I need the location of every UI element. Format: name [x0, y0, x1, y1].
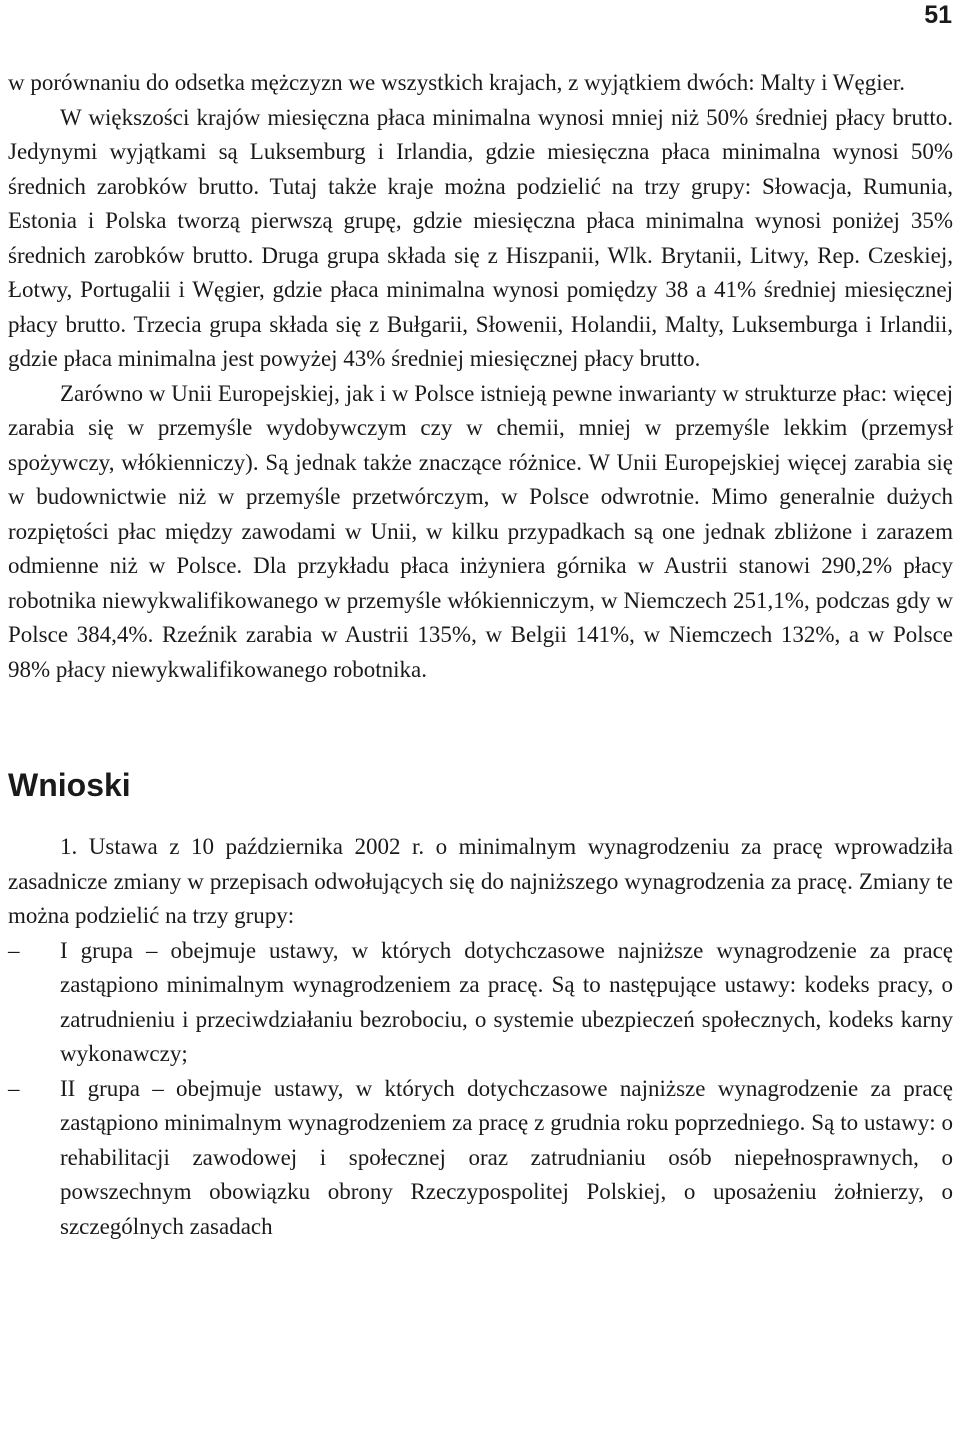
- paragraph-continuation: w porównaniu do odsetka mężczyzn we wszystkich krajach, z wyjątkiem dwóch: Malty i Węgier.: [8, 70, 905, 95]
- conclusions-intro: 1. Ustawa z 10 października 2002 r. o minimalnym wynagrodzeniu za pracę wprowadziła zasadnicze zmiany w przepisach odwołujących się do najniższego wynagrodzenia za pracę. Zmiany te można podzielić na trzy grupy:: [8, 834, 953, 928]
- list-item-text: II grupa – obejmuje ustawy, w których dotychczasowe najniższe wynagrodzenie za pracę zastąpiono minimalnym wynagrodzeniem za pracę z grudnia roku poprzedniego. Są to ustawy: o rehabilitacji zawodowej i społecznej oraz zatrudnianiu osób niepełnosprawnych, o powszechnym obowiązku obrony Rzeczypospolitej Polskiej, o uposażeniu żołnierzy, o szczególnych zasadach: [60, 1075, 953, 1239]
- list-item-text: I grupa – obejmuje ustawy, w których dotychczasowe najniższe wynagrodzenie za pracę zastąpiono minimalnym wynagrodzeniem za pracę. Są to następujące ustawy: kodeks pracy, o zatrudnieniu i przeciwdziałaniu bezrobociu, o systemie ubezpieczeń społecznych, kodeks karny wykonawczy;: [60, 937, 953, 1066]
- paragraph-wage-structure: Zarówno w Unii Europejskiej, jak i w Polsce istnieją pewne inwarianty w strukturze płac: więcej zarabia się w przemyśle wydobywczym czy w chemii, mniej w przemyśle lekkim (przemysł spożywczy, włókienniczy). Są jednak także znaczące różnice. W Unii Europejskiej więcej zarabia się w budownictwie niż w przemyśle przetwórczym, w Polsce odwrotnie. Mimo generalnie dużych rozpiętości płac między zawodami w Unii, w kilku przypadkach są one jednak zbliżone i zarazem odmienne niż w Polsce. Dla przykładu płaca inżyniera górnika w Austrii stanowi 290,2% płacy robotnika niewykwalifikowanego w przemyśle włókienniczym, w Niemczech 251,1%, podczas gdy w Polsce 384,4%. Rzeźnik zarabia w Austrii 135%, w Belgii 141%, w Niemczech 132%, a w Polsce 98% płacy niewykwalifikowanego robotnika.: [8, 380, 953, 682]
- page-number: 51: [924, 1, 952, 29]
- page-body: [8, 66, 953, 1244]
- paragraph-minimum-wage-share: W większości krajów miesięczna płaca minimalna wynosi mniej niż 50% średniej płacy brutto. Jedynymi wyjątkami są Luksemburg i Irlandia, gdzie miesięczna płaca minimalna wynosi 50% średnich zarobków brutto. Tutaj także kraje można podzielić na trzy grupy: Słowacja, Rumunia, Estonia i Polska tworzą pierwszą grupę, gdzie miesięczna płaca minimalna wynosi poniżej 35% średnich zarobków brutto. Druga grupa składa się z Hiszpanii, Wlk. Brytanii, Litwy, Rep. Czeskiej, Łotwy, Portugalii i Węgier, gdzie płaca minimalna wynosi pomiędzy 38 a 41% średniej miesięcznej płacy brutto. Trzecia grupa składa się z Bułgarii, Słowenii, Holandii, Malty, Luksemburga i Irlandii, gdzie płaca minimalna jest powyżej 43% średniej miesięcznej płacy brutto.: [8, 104, 953, 371]
- dash-marker: –: [8, 937, 20, 963]
- dash-marker: –: [8, 1075, 20, 1101]
- list-item: [8, 934, 953, 1072]
- section-heading-conclusions: Wnioski: [8, 767, 131, 803]
- conclusions-list: [8, 934, 953, 1245]
- list-item: [8, 1072, 953, 1245]
